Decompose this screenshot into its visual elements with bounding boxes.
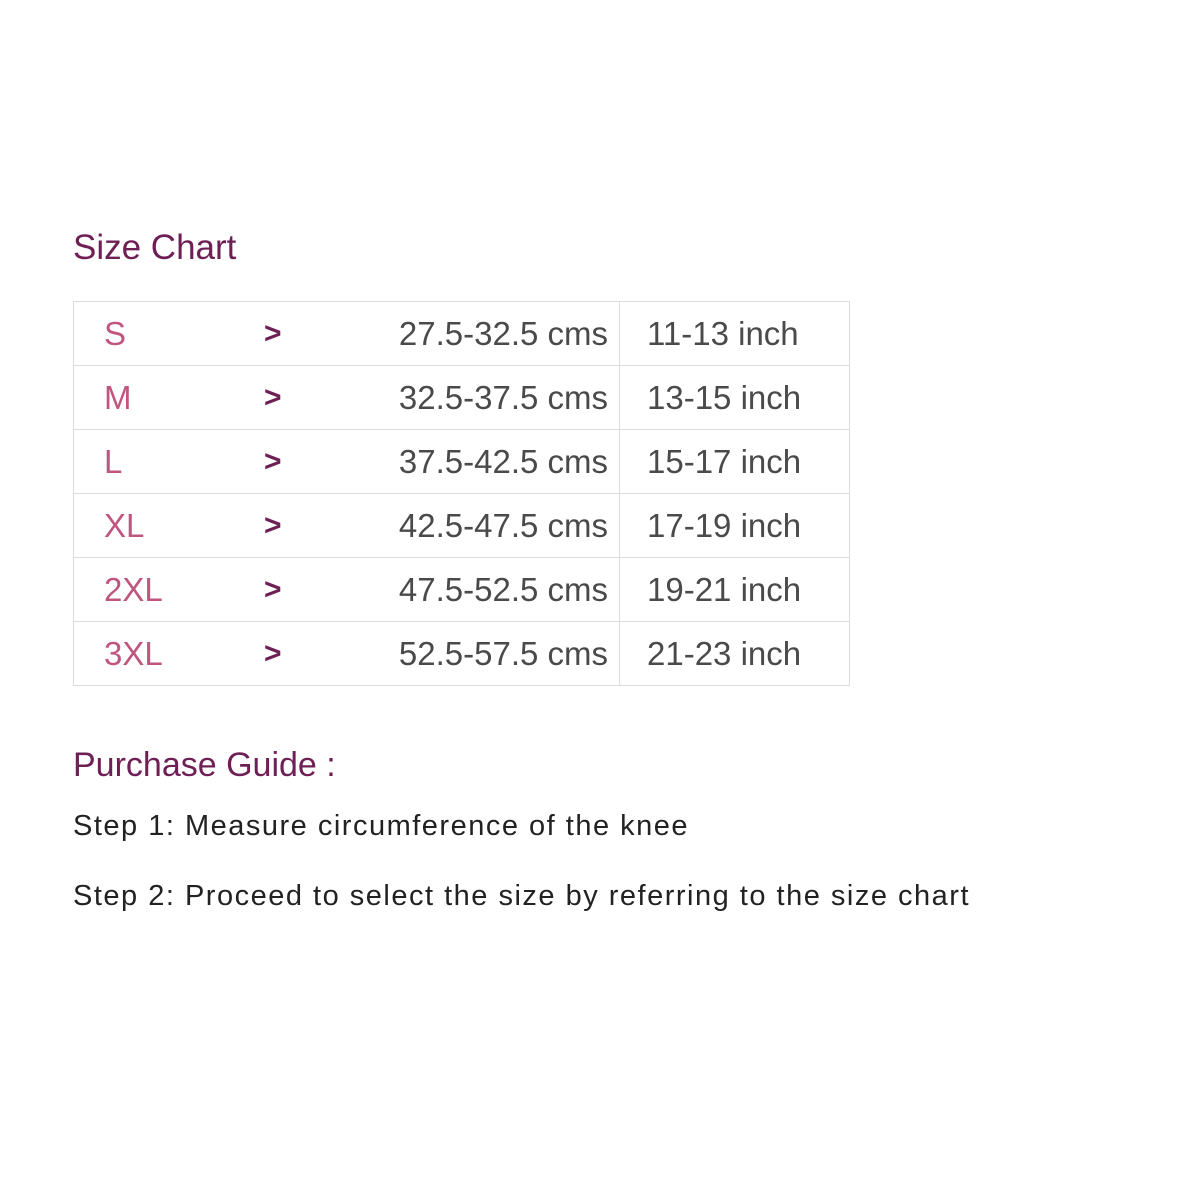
inch-range: 13-15 inch <box>620 366 850 430</box>
size-chart-table <box>73 301 850 686</box>
cms-range: 52.5-57.5 cms <box>398 634 608 672</box>
chevron-right-icon: > <box>264 444 282 478</box>
inch-range: 15-17 inch <box>620 430 850 494</box>
table-row <box>74 302 850 366</box>
inch-range: 21-23 inch <box>620 622 850 686</box>
cms-range: 37.5-42.5 cms <box>398 442 608 480</box>
table-row <box>74 622 850 686</box>
inch-range: 17-19 inch <box>620 494 850 558</box>
size-label: M <box>104 378 132 416</box>
chevron-right-icon: > <box>264 316 282 350</box>
size-label: XL <box>104 506 145 544</box>
guide-step-1: Step 1: Measure circumference of the knee <box>73 810 690 842</box>
table-row <box>74 494 850 558</box>
size-label: L <box>104 442 123 480</box>
table-row <box>74 558 850 622</box>
cms-range: 27.5-32.5 cms <box>398 314 608 352</box>
purchase-guide-title: Purchase Guide : <box>73 746 336 784</box>
cms-range: 47.5-52.5 cms <box>398 570 608 608</box>
table-row <box>74 430 850 494</box>
chevron-right-icon: > <box>264 572 282 606</box>
cms-range: 42.5-47.5 cms <box>398 506 608 544</box>
chevron-right-icon: > <box>264 380 282 414</box>
size-label: 3XL <box>104 634 163 672</box>
inch-range: 11-13 inch <box>620 302 850 366</box>
chevron-right-icon: > <box>264 508 282 542</box>
cms-range: 32.5-37.5 cms <box>398 378 608 416</box>
chevron-right-icon: > <box>264 636 282 670</box>
guide-step-2: Step 2: Proceed to select the size by referring to the size chart <box>73 880 971 912</box>
inch-range: 19-21 inch <box>620 558 850 622</box>
size-chart-title: Size Chart <box>73 228 237 267</box>
table-row <box>74 366 850 430</box>
size-label: 2XL <box>104 570 163 608</box>
size-label: S <box>104 314 127 352</box>
